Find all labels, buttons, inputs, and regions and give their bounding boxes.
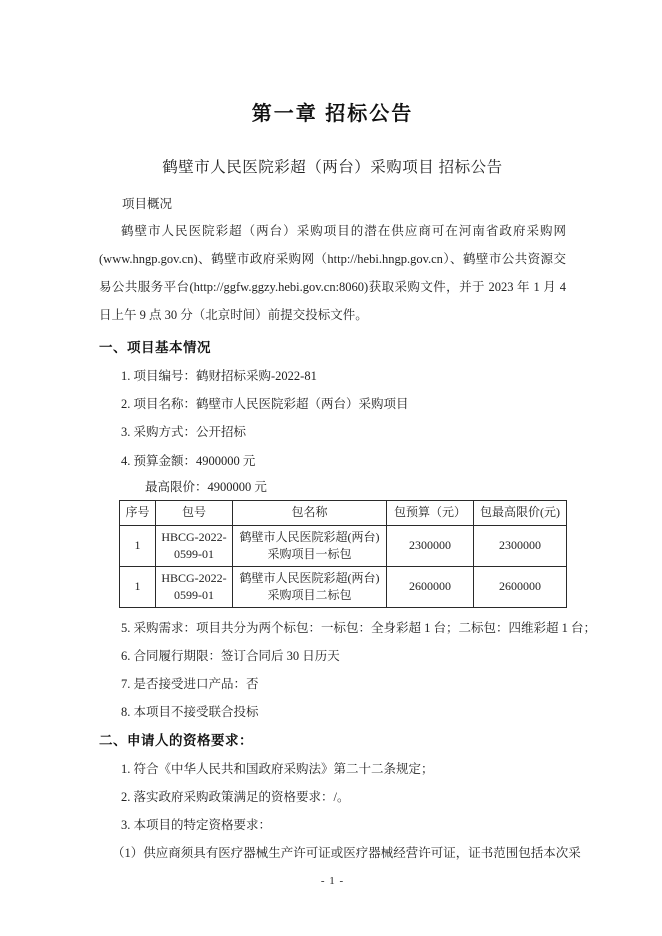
section-heading-qualification: 二、申请人的资格要求： xyxy=(99,732,253,748)
cell-budget: 2600000 xyxy=(387,566,474,607)
cell-budget: 2300000 xyxy=(387,525,474,566)
list-item: 3. 采购方式：公开招标 xyxy=(121,425,247,440)
max-price-line: 最高限价：4900000 元 xyxy=(145,479,267,494)
table-header-cell: 包名称 xyxy=(233,500,387,525)
table-body xyxy=(120,525,567,607)
list-item: 3. 本项目的特定资格要求： xyxy=(121,818,272,833)
list-item: 1. 项目编号：鹤财招标采购-2022-81 xyxy=(121,369,317,383)
table-header-cell: 包号 xyxy=(156,500,233,525)
packages-table xyxy=(119,500,567,608)
intro-line: 日上午 9 点 30 分（北京时间）前提交投标文件。 xyxy=(99,308,368,322)
intro-line: 鹤壁市人民医院彩超（两台）采购项目的潜在供应商可在河南省政府采购网 xyxy=(121,224,566,238)
cell-package-no: HBCG-2022-0599-01 xyxy=(156,566,233,607)
cell-max-price: 2300000 xyxy=(474,525,567,566)
list-item: 5. 采购需求：项目共分为两个标包：一标包：全身彩超 1 台；二标包：四维彩超 1 台； xyxy=(121,620,597,635)
table-header-cell: 序号 xyxy=(120,500,156,525)
basic-info-items xyxy=(99,362,566,475)
intro-line: 易公共服务平台(http://ggfw.ggzy.hebi.gov.cn:8060)获取采购文件，并于 2023 年 1 月 4 xyxy=(99,280,566,294)
cell-package-name: 鹤壁市人民医院彩超(两台)采购项目二标包 xyxy=(233,566,387,607)
list-item: 8. 本项目不接受联合投标 xyxy=(121,705,259,720)
list-item: 6. 合同履行期限：签订合同后 30 日历天 xyxy=(121,649,340,664)
cell-seq: 1 xyxy=(120,525,156,566)
table-header-cell: 包预算（元） xyxy=(387,500,474,525)
list-item: （1）供应商须具有医疗器械生产许可证或医疗器械经营许可证，证书范围包括本次采 xyxy=(112,846,581,861)
cell-seq: 1 xyxy=(120,566,156,607)
list-item: 1. 符合《中华人民共和国政府采购法》第二十二条规定； xyxy=(121,761,434,776)
qualification-items xyxy=(99,755,581,868)
cell-max-price: 2600000 xyxy=(474,566,567,607)
cell-package-no: HBCG-2022-0599-01 xyxy=(156,525,233,566)
announcement-title: 鹤壁市人民医院彩超（两台）采购项目 招标公告 xyxy=(162,159,503,176)
section-heading-basic-info: 一、项目基本情况 xyxy=(99,340,211,355)
table-header-row xyxy=(120,500,567,525)
table-header-cell: 包最高限价(元) xyxy=(474,500,567,525)
chapter-title: 第一章 招标公告 xyxy=(251,103,414,125)
cell-package-name: 鹤壁市人民医院彩超(两台)采购项目一标包 xyxy=(233,525,387,566)
list-item: 2. 落实政府采购政策满足的资格要求：/。 xyxy=(121,789,350,804)
table-row xyxy=(120,566,567,607)
overview-heading: 项目概况 xyxy=(122,197,173,211)
list-item: 7. 是否接受进口产品：否 xyxy=(121,677,259,692)
intro-line: (www.hngp.gov.cn)、鹤壁市政府采购网（http://hebi.hngp.gov.cn）、鹤壁市公共资源交 xyxy=(99,252,566,266)
footer-page-number: - 1 - xyxy=(320,875,345,888)
list-item: 4. 预算金额：4900000 元 xyxy=(121,453,256,468)
intro-paragraph xyxy=(99,217,566,329)
table-row xyxy=(120,525,567,566)
list-item: 2. 项目名称：鹤壁市人民医院彩超（两台）采购项目 xyxy=(121,397,409,412)
basic-info-items-after xyxy=(99,614,597,727)
